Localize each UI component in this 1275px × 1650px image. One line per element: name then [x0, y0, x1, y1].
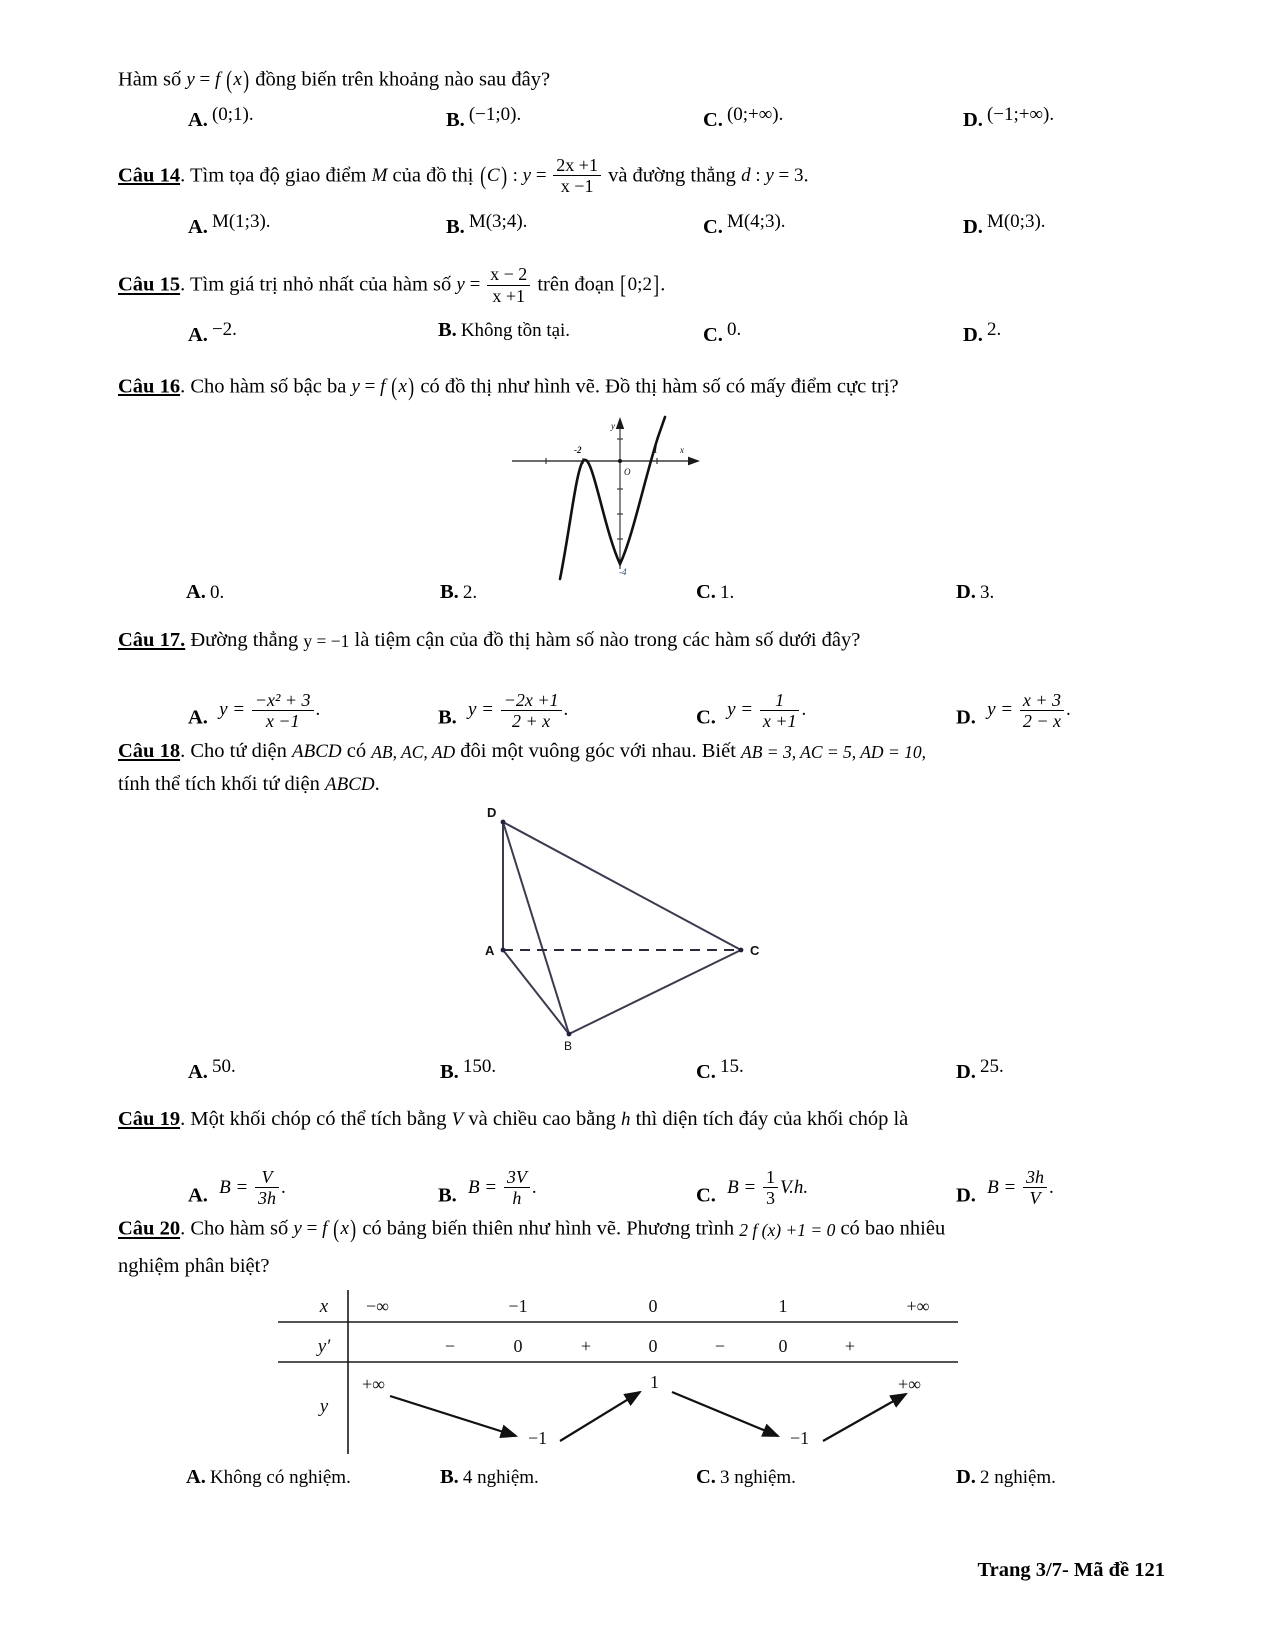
vertex-label-A: A	[485, 943, 495, 959]
option-letter: B.	[438, 1184, 457, 1207]
q16-text-b: có đồ thị như hình vẽ. Đồ thị hàm số có mấy điểm cực trị?	[420, 375, 899, 398]
edge-DC	[503, 822, 741, 950]
q15-label: Câu 15	[118, 273, 181, 296]
y-axis-label: y	[611, 420, 615, 431]
q19-label: Câu 19	[118, 1108, 181, 1131]
q18-text-b: có	[346, 739, 367, 762]
q18-text-d: tính thể tích khối tứ diện	[118, 772, 320, 795]
q18-tetra-name-2: ABCD	[324, 773, 375, 795]
option-text: 25.	[979, 1056, 1004, 1078]
option-text: 1.	[719, 581, 735, 603]
page-content	[118, 62, 1071, 1514]
tick-label-one: 1	[653, 444, 658, 456]
formula-num: V	[261, 1167, 273, 1188]
y-value-min-2: −1	[790, 1428, 810, 1449]
option-formula	[219, 690, 320, 731]
option-formula	[727, 690, 806, 731]
q17-options	[118, 670, 1071, 732]
option-letter: C.	[703, 109, 723, 132]
option-text: 2 nghiệm.	[979, 1467, 1056, 1489]
q15-frac-den: x +1	[487, 285, 530, 306]
q16-option-b[interactable]	[440, 581, 477, 604]
q18-text-c: đôi một vuông góc với nhau. Biết	[460, 739, 736, 762]
q14-text-b: của đồ thị	[392, 164, 474, 187]
q20-label: Câu 20	[118, 1217, 181, 1240]
q16-option-d[interactable]	[956, 581, 994, 604]
q14-stem	[118, 156, 1068, 197]
edge-AB	[503, 950, 569, 1034]
formula-den: x +1	[760, 710, 800, 731]
formula-num: −x² + 3	[254, 689, 311, 710]
q14-line-d: d : y = 3	[741, 165, 804, 187]
q19-text-b: và chiều cao bằng	[468, 1108, 616, 1131]
q15-stem	[118, 265, 1068, 306]
q18-option-d[interactable]	[956, 1056, 1004, 1084]
option-letter: C.	[696, 707, 716, 730]
vertex-C-dot	[739, 948, 744, 953]
formula-num: 1	[775, 689, 785, 710]
q13-option-d[interactable]	[963, 104, 1054, 132]
q17-text-a: Đường thẳng	[185, 628, 299, 651]
q18-options	[118, 1056, 1068, 1102]
q13-stem-text-b: đồng biến trên khoảng nào sau đây?	[255, 68, 551, 91]
q20-text-d: nghiệm phân biệt?	[118, 1255, 270, 1278]
option-text: Không tồn tại.	[460, 319, 571, 341]
q14-text-a: . Tìm tọa độ giao điểm	[180, 164, 367, 187]
formula-tail: .	[281, 1176, 286, 1198]
q15-frac-num: x − 2	[490, 264, 528, 285]
formula-num: −2x +1	[503, 689, 559, 710]
q15-option-b[interactable]	[438, 319, 570, 342]
formula-num: 1	[766, 1167, 775, 1188]
arrow-down-2	[672, 1392, 778, 1436]
option-letter: D.	[956, 1466, 976, 1489]
q14-label: Câu 14	[118, 164, 181, 187]
option-letter: D.	[956, 707, 976, 730]
q15-interval: [0;2]	[620, 271, 660, 299]
q19-option-a[interactable]	[188, 1168, 286, 1209]
row-label-y: y	[319, 1396, 329, 1418]
arrow-up-1	[560, 1392, 640, 1441]
option-letter: A.	[188, 1061, 208, 1084]
formula-tail: .	[1049, 1176, 1054, 1198]
option-letter: B.	[438, 318, 457, 341]
edge-DB	[503, 822, 569, 1034]
formula-den: 2 + x	[501, 710, 562, 731]
q13-options	[118, 104, 1068, 150]
q19-var-h: h	[620, 1108, 631, 1130]
q19-option-d[interactable]	[956, 1168, 1054, 1209]
option-text: 3.	[979, 581, 995, 603]
q20-stem	[118, 1211, 1068, 1249]
x-value-one: 1	[778, 1296, 788, 1317]
q17-text-b: là tiệm cận của đồ thị hàm số nào trong các hàm số dưới đây?	[354, 628, 861, 651]
option-letter: A.	[188, 109, 208, 132]
y-value-max: 1	[650, 1372, 659, 1393]
q17-stem	[118, 625, 1068, 656]
option-letter: D.	[963, 109, 983, 132]
yprime-sign-3: −	[714, 1336, 726, 1357]
q14-option-d[interactable]	[963, 211, 1046, 239]
option-formula	[987, 1168, 1054, 1209]
q20-option-d[interactable]	[956, 1466, 1056, 1489]
option-letter: B.	[446, 216, 465, 239]
option-letter: B.	[440, 580, 459, 603]
yprime-zero-2: 0	[648, 1336, 658, 1357]
option-text: 50.	[211, 1056, 236, 1078]
cubic-graph-svg	[508, 409, 728, 581]
yprime-sign-1: −	[444, 1336, 456, 1357]
q20-option-b[interactable]	[440, 1466, 539, 1489]
formula-lhs: B =	[727, 1176, 757, 1198]
option-letter: D.	[963, 216, 983, 239]
q15-text-a: . Tìm giá trị nhỏ nhất của hàm số	[180, 273, 452, 296]
option-formula	[468, 690, 568, 731]
vertex-label-D: D	[487, 805, 497, 821]
option-letter: D.	[956, 1061, 976, 1084]
option-letter: C.	[696, 1184, 716, 1207]
q20-stem-line2	[118, 1251, 1068, 1282]
q19-option-c[interactable]	[696, 1168, 808, 1209]
row-label-yprime: y′	[317, 1336, 331, 1358]
q19-var-v: V	[451, 1108, 464, 1130]
q19-text-a: . Một khối chóp có thể tích bằng	[180, 1108, 447, 1131]
q14-option-b[interactable]	[446, 211, 527, 239]
y-value-right-inf: +∞	[898, 1374, 921, 1395]
option-text: M(0;3).	[986, 211, 1046, 233]
q16-options	[118, 581, 1068, 627]
arrow-down-1	[390, 1396, 516, 1436]
q18-stem	[118, 736, 1068, 767]
option-letter: A.	[188, 1184, 208, 1207]
vertex-A-dot	[501, 948, 506, 953]
q18-option-a[interactable]	[188, 1056, 236, 1084]
option-text: (0;+∞).	[726, 104, 784, 125]
option-text: (0;1).	[211, 104, 254, 125]
formula-tail: .	[563, 699, 569, 721]
formula-den: 2 − x	[1020, 710, 1064, 731]
option-text: 0.	[726, 318, 742, 340]
q18-edges: AB, AC, AD	[371, 741, 456, 762]
option-text: 0.	[209, 581, 225, 603]
option-text: M(4;3).	[726, 211, 786, 233]
vertex-D-dot	[501, 820, 506, 825]
q20-function: y = f (x)	[293, 1216, 357, 1244]
option-text: 2.	[462, 581, 478, 603]
q13-stem-formula: y = f (x)	[186, 67, 249, 94]
q14-var-m: M	[371, 165, 388, 187]
q17-option-c[interactable]	[696, 690, 806, 731]
q19-options	[118, 1147, 1068, 1209]
x-value-neg-inf: −∞	[366, 1296, 389, 1317]
origin-dot	[618, 459, 622, 463]
option-text: 4 nghiệm.	[462, 1467, 539, 1489]
formula-den: 3h	[255, 1187, 279, 1208]
q18-figure	[118, 802, 1068, 1054]
option-formula	[727, 1168, 808, 1209]
origin-label: O	[624, 466, 631, 477]
q13-option-a[interactable]	[188, 104, 254, 132]
formula-den: x −1	[252, 710, 314, 731]
option-formula	[219, 1168, 286, 1209]
q16-function: y = f (x)	[351, 373, 415, 401]
q17-label: Câu 17.	[118, 628, 186, 651]
option-letter: C.	[703, 216, 723, 239]
tick-label-minus4: -4	[619, 566, 627, 577]
q16-figure	[118, 409, 1068, 581]
q17-line-eq: y = −1	[303, 630, 350, 651]
q18-given: AB = 3, AC = 5, AD = 10,	[741, 741, 927, 762]
option-text: M(3;4).	[468, 211, 528, 233]
q16-option-c[interactable]	[696, 581, 734, 604]
vertex-label-B: B	[564, 1039, 573, 1054]
variation-table-svg	[278, 1286, 978, 1458]
q18-option-c[interactable]	[696, 1056, 744, 1084]
yprime-zero-1: 0	[513, 1336, 523, 1357]
formula-tail: V.h.	[780, 1176, 809, 1198]
q20-text-c: có bao nhiêu	[840, 1217, 946, 1240]
q18-stem-line2	[118, 769, 1068, 800]
option-letter: C.	[696, 1466, 716, 1489]
q16-option-a[interactable]	[186, 581, 224, 604]
option-letter: B.	[438, 707, 457, 730]
option-formula	[987, 690, 1071, 731]
option-letter: A.	[186, 1466, 206, 1489]
option-letter: B.	[440, 1061, 459, 1084]
q14-option-c[interactable]	[703, 211, 786, 239]
option-letter: D.	[956, 1184, 976, 1207]
q13-option-b[interactable]	[446, 104, 521, 132]
formula-den: h	[504, 1187, 530, 1208]
x-value-zero: 0	[648, 1296, 658, 1317]
formula-lhs: B =	[467, 1176, 498, 1198]
row-label-x: x	[319, 1296, 329, 1318]
option-letter: A.	[188, 216, 208, 239]
formula-num: x + 3	[1022, 689, 1061, 710]
q15-text-b: trên đoạn	[537, 273, 615, 296]
option-text: 150.	[462, 1056, 497, 1078]
formula-lhs: y =	[727, 699, 754, 721]
formula-lhs: B =	[987, 1176, 1017, 1198]
formula-num: 3h	[1026, 1167, 1044, 1188]
q13-stem	[118, 62, 1068, 100]
option-letter: C.	[696, 1061, 716, 1084]
q15-option-c[interactable]	[703, 319, 741, 347]
option-text: (−1;0).	[468, 104, 522, 125]
q20-text-b: có bảng biến thiên như hình vẽ. Phương trình	[362, 1217, 735, 1240]
formula-num: 3V	[506, 1167, 527, 1188]
q18-label: Câu 18	[118, 739, 181, 762]
option-text: 15.	[719, 1056, 744, 1078]
q17-option-a[interactable]	[188, 690, 320, 731]
option-letter: D.	[963, 323, 983, 346]
q15-text-c: .	[660, 273, 666, 296]
arrow-up-2	[823, 1394, 906, 1441]
q20-variation-table	[118, 1286, 1068, 1458]
option-letter: C.	[703, 323, 723, 346]
q15-option-a[interactable]	[188, 319, 237, 347]
q14-curve: (C) : y = $\frac{2x +1}{x -1}$	[479, 156, 603, 197]
option-letter: A.	[188, 707, 208, 730]
y-value-left-inf: +∞	[362, 1374, 385, 1395]
q16-text-a: . Cho hàm số bậc ba	[180, 375, 347, 398]
y-axis-arrow	[616, 417, 624, 429]
option-text: Không có nghiệm.	[209, 1467, 351, 1489]
tetrahedron-svg	[473, 802, 773, 1054]
edge-BC	[569, 950, 741, 1034]
yprime-sign-4: +	[844, 1336, 856, 1357]
option-letter: D.	[956, 580, 976, 603]
q20-option-a[interactable]	[186, 1466, 351, 1489]
cubic-curve	[560, 417, 665, 579]
formula-tail: .	[315, 699, 321, 721]
option-text: −2.	[211, 318, 237, 340]
q18-text-a: . Cho tứ diện	[180, 739, 287, 762]
q15-function: y = $\frac{x - 2}{x +1}$	[456, 265, 532, 306]
formula-tail: .	[531, 1176, 537, 1198]
formula-lhs: B =	[219, 1176, 249, 1198]
option-text: 3 nghiệm.	[719, 1467, 796, 1489]
q20-text-a: . Cho hàm số	[180, 1217, 289, 1240]
q20-option-c[interactable]	[696, 1466, 796, 1489]
q18-tetra-name: ABCD	[292, 740, 342, 762]
x-axis-label: x	[680, 444, 684, 455]
q13-option-c[interactable]	[703, 104, 783, 132]
formula-tail: .	[801, 699, 807, 721]
option-text: M(1;3).	[211, 211, 271, 233]
q18-text-e: .	[374, 772, 380, 795]
option-letter: A.	[188, 323, 208, 346]
tick-label-minus2: -2	[574, 444, 582, 455]
x-value-minus1: −1	[508, 1296, 528, 1317]
q15-option-d[interactable]	[963, 319, 1001, 347]
yprime-zero-3: 0	[778, 1336, 788, 1357]
q17-option-d[interactable]	[956, 690, 1071, 731]
option-text: 2.	[986, 318, 1002, 340]
q19-option-b[interactable]	[438, 1168, 537, 1209]
formula-tail: .	[1065, 699, 1071, 721]
q14-options	[118, 211, 1068, 257]
page-footer: Trang 3/7- Mã đề 121	[977, 1559, 1165, 1581]
vertex-B-dot	[567, 1032, 572, 1037]
option-letter: C.	[696, 580, 716, 603]
q20-options	[118, 1466, 1068, 1512]
option-formula	[468, 1168, 537, 1209]
formula-lhs: y =	[219, 699, 246, 721]
x-axis-arrow	[688, 456, 700, 465]
q15-options	[118, 319, 1068, 365]
q14-option-a[interactable]	[188, 211, 271, 239]
q16-stem	[118, 369, 1068, 407]
option-text: (−1;+∞).	[986, 104, 1055, 125]
x-value-pos-inf: +∞	[906, 1296, 930, 1317]
option-letter: B.	[446, 109, 465, 132]
formula-den: 3	[763, 1187, 778, 1208]
formula-lhs: y =	[467, 699, 494, 721]
q19-stem	[118, 1104, 1068, 1135]
y-value-min-1: −1	[528, 1428, 548, 1449]
option-letter: A.	[186, 580, 206, 603]
yprime-sign-2: +	[580, 1336, 592, 1357]
q19-text-c: thì diện tích đáy của khối chóp là	[635, 1108, 909, 1131]
q17-option-b[interactable]	[438, 690, 568, 731]
vertex-label-C: C	[750, 943, 760, 959]
q14-text-c: và đường thẳng	[608, 164, 736, 187]
formula-den: V	[1023, 1187, 1047, 1208]
q13-stem-text-a: Hàm số	[118, 68, 182, 91]
q14-frac-den: x −1	[553, 175, 601, 196]
q16-label: Câu 16	[118, 375, 181, 398]
q18-option-b[interactable]	[440, 1056, 496, 1084]
formula-lhs: y =	[987, 699, 1014, 721]
q20-equation: 2 f (x) +1 = 0	[739, 1219, 836, 1240]
q14-text-d: .	[803, 164, 809, 187]
option-letter: B.	[440, 1466, 459, 1489]
q14-frac-num: 2x +1	[556, 155, 598, 176]
